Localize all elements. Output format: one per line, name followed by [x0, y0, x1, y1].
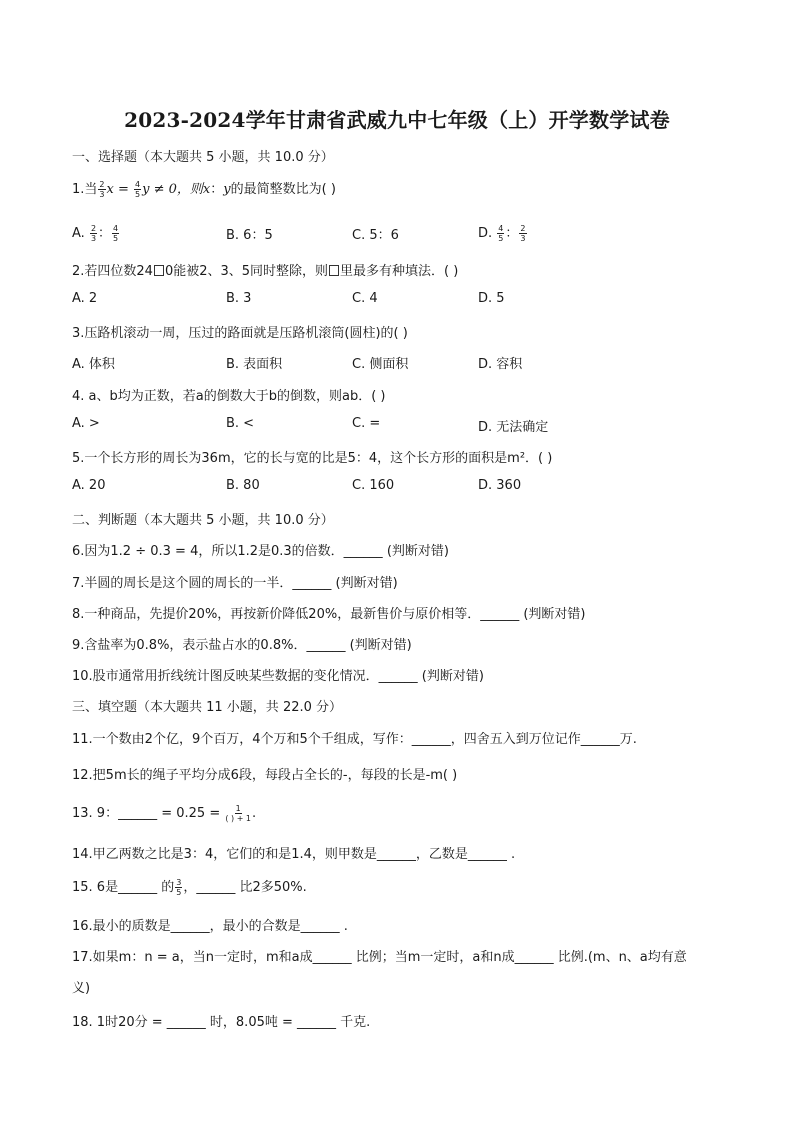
- q2-option-a[interactable]: A. 2: [72, 291, 98, 306]
- q1-option-b[interactable]: B. 6：5: [226, 228, 273, 243]
- blank-box-icon: [329, 265, 339, 276]
- q3-option-d[interactable]: D. 容积: [478, 357, 523, 372]
- q13-text: 13. 9：______ = 0.25 =: [72, 806, 221, 821]
- denominator: 5: [176, 888, 182, 897]
- q1-prefix: 当: [84, 182, 98, 197]
- question-18: 18. 1时20分 = ______ 时，8.05吨 = ______ 千克.: [72, 1015, 371, 1030]
- q2-text-a: 2.若四位数24: [72, 264, 153, 279]
- q1-eq-part2: y ≠ 0，则: [142, 182, 203, 197]
- question-17: 17.如果m：n = a，当n一定时，m和a成______ 比例；当m一定时，a和n成______ 比例.(m、n、a均有意: [72, 950, 687, 965]
- q1-var-x: x: [202, 182, 211, 197]
- question-6: 6.因为1.2 ÷ 0.3 = 4，所以1.2是0.3的倍数．______ (判断对错): [72, 544, 449, 559]
- q15-text-b: ，______ 比2多50%.: [183, 880, 307, 895]
- q1-suffix: 的最简整数比为( ): [230, 182, 336, 197]
- q13-end: .: [252, 806, 257, 821]
- question-14: 14.甲乙两数之比是3：4，它们的和是1.4，则甲数是______，乙数是______ .: [72, 847, 516, 862]
- numerator: 2: [520, 224, 526, 233]
- q3-option-c[interactable]: C. 侧面积: [352, 357, 409, 372]
- q5-option-b[interactable]: B. 80: [226, 478, 260, 493]
- q1-eq-part1: x =: [106, 182, 134, 197]
- option-letter: A.: [72, 226, 85, 241]
- q2-option-d[interactable]: D. 5: [478, 291, 505, 306]
- question-13: [72, 802, 256, 823]
- fraction: [134, 180, 141, 199]
- denominator: 3: [90, 234, 97, 243]
- q5-option-d[interactable]: D. 360: [478, 478, 522, 493]
- q1-colon: ：: [210, 182, 224, 197]
- question-8: 8.一种商品，先提价20%，再按新价降低20%，最新售价与原价相等．______ (判断对错): [72, 607, 586, 622]
- ratio-separator: ：: [505, 226, 519, 241]
- q4-option-a[interactable]: A. >: [72, 416, 100, 431]
- numerator: 4: [135, 180, 141, 189]
- denominator: 5: [498, 234, 504, 243]
- q5-option-a[interactable]: A. 20: [72, 478, 106, 493]
- q1-number: 1.: [72, 182, 85, 197]
- fraction: [225, 804, 251, 823]
- question-15: [72, 876, 307, 897]
- question-7: 7.半圆的周长是这个圆的周长的一半．______ (判断对错): [72, 576, 398, 591]
- section-heading-judge: 二、判断题（本大题共 5 小题，共 10.0 分）: [72, 513, 334, 528]
- section-heading-fill: 三、填空题（本大题共 11 小题，共 22.0 分）: [72, 700, 343, 715]
- denominator: 5: [113, 234, 119, 243]
- page-title: 2023-2024学年甘肃省武威九中七年级（上）开学数学试卷: [124, 108, 670, 132]
- fraction: [175, 878, 182, 897]
- question-16: 16.最小的质数是______，最小的合数是______ .: [72, 919, 348, 934]
- q2-text-b: 0能被2、3、5同时整除，则: [164, 264, 329, 279]
- q1-option-d[interactable]: [478, 222, 528, 243]
- numerator: 3: [176, 878, 182, 887]
- fraction: [519, 224, 526, 243]
- numerator: 4: [498, 224, 504, 233]
- q4-option-d[interactable]: D. 无法确定: [478, 420, 549, 435]
- q4-option-b[interactable]: B. <: [226, 416, 255, 431]
- q1-var-y: y: [223, 182, 231, 197]
- q3-option-b[interactable]: B. 表面积: [226, 357, 283, 372]
- question-11: 11.一个数由2个亿，9个百万，4个万和5个千组成，写作：______，四舍五入到万位记作______万.: [72, 732, 637, 747]
- q3-option-a[interactable]: A. 体积: [72, 357, 115, 372]
- fraction: [90, 224, 97, 243]
- q4-option-c[interactable]: C. =: [352, 416, 381, 431]
- question-1: [72, 178, 336, 199]
- question-3: 3.压路机滚动一周，压过的路面就是压路机滚筒(圆柱)的( ): [72, 326, 408, 341]
- question-9: 9.含盐率为0.8%，表示盐占水的0.8%．______ (判断对错): [72, 638, 412, 653]
- numerator: 2: [99, 180, 105, 189]
- q2-text-c: 里最多有种填法．( ): [340, 264, 459, 279]
- question-10: 10.股市通常用折线统计图反映某些数据的变化情况．______ (判断对错): [72, 669, 484, 684]
- question-17-cont: 义): [72, 981, 91, 996]
- q5-option-c[interactable]: C. 160: [352, 478, 395, 493]
- numerator: 2: [90, 224, 97, 233]
- q1-option-c[interactable]: C. 5：6: [352, 228, 399, 243]
- denominator: 3: [520, 234, 526, 243]
- q1-option-a[interactable]: [72, 222, 120, 243]
- question-4: 4. a、b均为正数，若a的倒数大于b的倒数，则ab．( ): [72, 389, 386, 404]
- question-5: 5.一个长方形的周长为36m，它的长与宽的比是5：4，这个长方形的面积是m²．( ): [72, 451, 553, 466]
- q2-option-c[interactable]: C. 4: [352, 291, 378, 306]
- blank-box-icon: [154, 265, 164, 276]
- q15-text-a: 15. 6是______ 的: [72, 880, 175, 895]
- fraction: [497, 224, 504, 243]
- option-letter: D.: [478, 226, 493, 241]
- question-12: 12.把5m长的绳子平均分成6段，每段占全长的-，每段的长是-m( ): [72, 768, 458, 783]
- denominator: 3: [99, 190, 105, 199]
- numerator: 4: [113, 224, 119, 233]
- denominator: 5: [135, 190, 141, 199]
- numerator: 1: [235, 804, 241, 813]
- question-2: [72, 260, 458, 279]
- section-heading-choice: 一、选择题（本大题共 5 小题，共 10.0 分）: [72, 150, 334, 165]
- fraction: [98, 180, 105, 199]
- ratio-separator: ：: [98, 226, 112, 241]
- denominator: ( ) + 1: [225, 814, 252, 823]
- fraction: [112, 224, 119, 243]
- q2-option-b[interactable]: B. 3: [226, 291, 252, 306]
